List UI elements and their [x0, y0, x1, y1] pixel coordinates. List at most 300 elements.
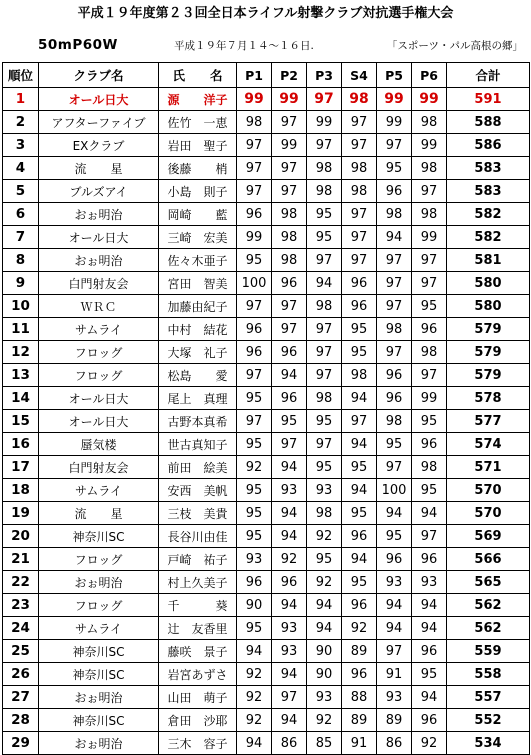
table-row: [3, 709, 530, 732]
club-cell: フロッグ: [39, 548, 159, 571]
score-cell: 98: [272, 203, 307, 226]
score-cell: 94: [307, 272, 342, 295]
total-cell: 581: [447, 249, 530, 272]
score-cell: 96: [272, 571, 307, 594]
score-cell: 100: [237, 272, 272, 295]
rank-cell: 26: [3, 663, 39, 686]
total-cell: 552: [447, 709, 530, 732]
table-row: [3, 341, 530, 364]
score-cell: 99: [412, 387, 447, 410]
name-cell: 辻 友香里: [159, 617, 237, 640]
score-cell: 98: [272, 226, 307, 249]
score-cell: 98: [342, 364, 377, 387]
score-cell: 98: [272, 249, 307, 272]
score-cell: 97: [377, 249, 412, 272]
rank-cell: 6: [3, 203, 39, 226]
score-cell: 95: [412, 479, 447, 502]
score-cell: 92: [307, 709, 342, 732]
score-cell: 95: [237, 387, 272, 410]
score-cell: 97: [272, 180, 307, 203]
score-cell: 97: [272, 295, 307, 318]
total-cell: 566: [447, 548, 530, 571]
score-cell: 93: [272, 640, 307, 663]
score-cell: 94: [272, 525, 307, 548]
club-cell: 蜃気楼: [39, 433, 159, 456]
score-cell: 97: [307, 249, 342, 272]
score-cell: 91: [342, 732, 377, 755]
score-cell: 97: [272, 318, 307, 341]
name-cell: 倉田 沙耶: [159, 709, 237, 732]
name-cell: 藤咲 景子: [159, 640, 237, 663]
rank-cell: 1: [3, 88, 39, 111]
total-cell: 586: [447, 134, 530, 157]
score-cell: 98: [342, 88, 377, 111]
total-cell: 591: [447, 88, 530, 111]
score-cell: 95: [342, 341, 377, 364]
score-cell: 96: [342, 594, 377, 617]
name-cell: 千 葵: [159, 594, 237, 617]
score-cell: 92: [307, 571, 342, 594]
score-cell: 97: [272, 433, 307, 456]
score-cell: 97: [377, 456, 412, 479]
score-cell: 95: [342, 571, 377, 594]
score-cell: 94: [307, 617, 342, 640]
col-header-p3: P3: [307, 63, 342, 88]
score-cell: 94: [237, 732, 272, 755]
name-cell: 加藤由紀子: [159, 295, 237, 318]
club-cell: ＷＲＣ: [39, 295, 159, 318]
table-row: [3, 387, 530, 410]
rank-cell: 20: [3, 525, 39, 548]
score-cell: 97: [272, 157, 307, 180]
score-cell: 95: [342, 502, 377, 525]
total-cell: 580: [447, 295, 530, 318]
score-cell: 96: [412, 318, 447, 341]
total-cell: 579: [447, 364, 530, 387]
total-cell: 583: [447, 157, 530, 180]
rank-cell: 15: [3, 410, 39, 433]
score-cell: 98: [342, 157, 377, 180]
score-cell: 93: [307, 479, 342, 502]
event-name: 50mP60W: [38, 37, 118, 53]
table-row: [3, 640, 530, 663]
club-cell: サムライ: [39, 479, 159, 502]
club-cell: フロッグ: [39, 594, 159, 617]
table-row: [3, 111, 530, 134]
table-row: [3, 249, 530, 272]
score-cell: 97: [307, 433, 342, 456]
name-cell: 中村 結花: [159, 318, 237, 341]
score-cell: 94: [237, 640, 272, 663]
score-cell: 92: [237, 686, 272, 709]
score-cell: 95: [342, 456, 377, 479]
score-cell: 97: [237, 180, 272, 203]
name-cell: 源 洋子: [159, 88, 237, 111]
score-cell: 95: [237, 525, 272, 548]
score-cell: 95: [377, 525, 412, 548]
name-cell: 後藤 梢: [159, 157, 237, 180]
total-cell: 558: [447, 663, 530, 686]
total-cell: 578: [447, 387, 530, 410]
col-header-name: 氏 名: [159, 63, 237, 88]
name-cell: 前田 絵美: [159, 456, 237, 479]
score-cell: 95: [377, 157, 412, 180]
total-cell: 588: [447, 111, 530, 134]
col-header-club: クラブ名: [39, 63, 159, 88]
score-cell: 93: [272, 479, 307, 502]
score-cell: 94: [412, 502, 447, 525]
score-cell: 97: [377, 272, 412, 295]
score-cell: 94: [377, 594, 412, 617]
score-cell: 92: [237, 456, 272, 479]
score-cell: 96: [272, 387, 307, 410]
score-cell: 93: [412, 571, 447, 594]
score-cell: 97: [272, 686, 307, 709]
club-cell: オール日大: [39, 226, 159, 249]
total-cell: 557: [447, 686, 530, 709]
score-cell: 95: [307, 548, 342, 571]
score-cell: 95: [307, 226, 342, 249]
rank-cell: 22: [3, 571, 39, 594]
name-cell: 世古真知子: [159, 433, 237, 456]
score-cell: 96: [237, 341, 272, 364]
score-cell: 97: [237, 157, 272, 180]
club-cell: おぉ明治: [39, 203, 159, 226]
name-cell: 宮田 智美: [159, 272, 237, 295]
table-row: [3, 525, 530, 548]
score-cell: 86: [377, 732, 412, 755]
club-cell: 白門射友会: [39, 456, 159, 479]
total-cell: 562: [447, 617, 530, 640]
club-cell: おぉ明治: [39, 249, 159, 272]
table-row: [3, 663, 530, 686]
score-cell: 89: [342, 709, 377, 732]
score-cell: 96: [412, 548, 447, 571]
score-cell: 94: [412, 617, 447, 640]
score-cell: 94: [377, 617, 412, 640]
score-cell: 92: [237, 663, 272, 686]
club-cell: 神奈川SC: [39, 663, 159, 686]
col-header-p2: P2: [272, 63, 307, 88]
score-cell: 94: [307, 594, 342, 617]
score-cell: 100: [377, 479, 412, 502]
club-cell: おぉ明治: [39, 571, 159, 594]
score-cell: 98: [412, 111, 447, 134]
score-cell: 97: [307, 134, 342, 157]
score-cell: 96: [377, 180, 412, 203]
results-body: [3, 88, 530, 755]
club-cell: オール日大: [39, 387, 159, 410]
club-cell: EXクラブ: [39, 134, 159, 157]
score-cell: 95: [412, 295, 447, 318]
club-cell: サムライ: [39, 318, 159, 341]
score-cell: 93: [237, 548, 272, 571]
score-cell: 96: [412, 433, 447, 456]
score-cell: 93: [377, 571, 412, 594]
score-cell: 96: [237, 571, 272, 594]
name-cell: 岡崎 藍: [159, 203, 237, 226]
club-cell: おぉ明治: [39, 732, 159, 755]
rank-cell: 19: [3, 502, 39, 525]
page-title: 平成１９年度第２３回全日本ライフル射撃クラブ対抗選手権大会: [77, 6, 454, 21]
score-cell: 95: [412, 663, 447, 686]
table-row: [3, 364, 530, 387]
score-cell: 97: [342, 134, 377, 157]
score-cell: 93: [377, 686, 412, 709]
score-cell: 99: [237, 226, 272, 249]
table-row: [3, 732, 530, 755]
club-cell: 流 星: [39, 502, 159, 525]
score-cell: 96: [272, 272, 307, 295]
table-row: [3, 410, 530, 433]
score-cell: 96: [342, 272, 377, 295]
total-cell: 582: [447, 203, 530, 226]
score-cell: 90: [307, 640, 342, 663]
score-cell: 98: [412, 157, 447, 180]
rank-cell: 13: [3, 364, 39, 387]
name-cell: 三崎 宏美: [159, 226, 237, 249]
col-header-s4: S4: [342, 63, 377, 88]
name-cell: 大塚 礼子: [159, 341, 237, 364]
table-row: [3, 272, 530, 295]
table-row: [3, 226, 530, 249]
total-cell: 580: [447, 272, 530, 295]
table-row: [3, 203, 530, 226]
score-cell: 90: [307, 663, 342, 686]
name-cell: 山田 萌子: [159, 686, 237, 709]
rank-cell: 28: [3, 709, 39, 732]
score-cell: 86: [272, 732, 307, 755]
score-cell: 97: [307, 341, 342, 364]
score-cell: 97: [377, 341, 412, 364]
score-cell: 92: [307, 525, 342, 548]
score-cell: 97: [412, 272, 447, 295]
club-cell: おぉ明治: [39, 686, 159, 709]
score-cell: 95: [237, 479, 272, 502]
name-cell: 安西 美帆: [159, 479, 237, 502]
col-header-p1: P1: [237, 63, 272, 88]
score-cell: 94: [272, 364, 307, 387]
score-cell: 94: [342, 433, 377, 456]
rank-cell: 9: [3, 272, 39, 295]
club-cell: オール日大: [39, 410, 159, 433]
score-cell: 98: [377, 203, 412, 226]
score-cell: 97: [237, 410, 272, 433]
rank-cell: 24: [3, 617, 39, 640]
score-cell: 95: [412, 410, 447, 433]
score-cell: 95: [237, 502, 272, 525]
table-row: [3, 88, 530, 111]
score-cell: 96: [342, 663, 377, 686]
score-cell: 94: [342, 479, 377, 502]
rank-cell: 11: [3, 318, 39, 341]
total-cell: 534: [447, 732, 530, 755]
rank-cell: 17: [3, 456, 39, 479]
score-cell: 99: [377, 111, 412, 134]
score-cell: 99: [377, 88, 412, 111]
score-cell: 96: [377, 387, 412, 410]
rank-cell: 29: [3, 732, 39, 755]
score-cell: 92: [272, 548, 307, 571]
name-cell: 佐竹 一恵: [159, 111, 237, 134]
score-cell: 98: [307, 502, 342, 525]
score-cell: 94: [377, 226, 412, 249]
score-cell: 99: [307, 111, 342, 134]
total-cell: 559: [447, 640, 530, 663]
rank-cell: 5: [3, 180, 39, 203]
score-cell: 97: [412, 364, 447, 387]
score-cell: 98: [412, 203, 447, 226]
total-cell: 570: [447, 502, 530, 525]
name-cell: 岩宮あずさ: [159, 663, 237, 686]
total-cell: 571: [447, 456, 530, 479]
score-cell: 95: [237, 249, 272, 272]
total-cell: 570: [447, 479, 530, 502]
club-cell: フロッグ: [39, 364, 159, 387]
rank-cell: 10: [3, 295, 39, 318]
rank-cell: 21: [3, 548, 39, 571]
score-cell: 95: [307, 203, 342, 226]
score-cell: 97: [307, 88, 342, 111]
score-cell: 96: [272, 341, 307, 364]
name-cell: 岩田 聖子: [159, 134, 237, 157]
total-cell: 565: [447, 571, 530, 594]
club-cell: サムライ: [39, 617, 159, 640]
table-row: [3, 548, 530, 571]
score-cell: 97: [342, 203, 377, 226]
score-cell: 95: [237, 617, 272, 640]
total-cell: 574: [447, 433, 530, 456]
total-cell: 577: [447, 410, 530, 433]
score-cell: 97: [272, 111, 307, 134]
score-cell: 97: [412, 249, 447, 272]
score-cell: 97: [342, 226, 377, 249]
score-cell: 95: [307, 456, 342, 479]
score-cell: 98: [377, 410, 412, 433]
rank-cell: 25: [3, 640, 39, 663]
table-row: [3, 686, 530, 709]
score-cell: 98: [412, 456, 447, 479]
score-cell: 95: [342, 318, 377, 341]
table-row: [3, 157, 530, 180]
score-cell: 96: [237, 318, 272, 341]
score-cell: 97: [377, 134, 412, 157]
score-cell: 94: [412, 594, 447, 617]
club-cell: 神奈川SC: [39, 525, 159, 548]
club-cell: ブルズアイ: [39, 180, 159, 203]
score-cell: 96: [237, 203, 272, 226]
score-cell: 97: [307, 364, 342, 387]
name-cell: 佐々木亜子: [159, 249, 237, 272]
score-cell: 98: [377, 318, 412, 341]
rank-cell: 4: [3, 157, 39, 180]
club-cell: 流 星: [39, 157, 159, 180]
table-row: [3, 295, 530, 318]
score-cell: 99: [412, 226, 447, 249]
col-header-rank: 順位: [3, 63, 39, 88]
score-cell: 98: [342, 180, 377, 203]
score-cell: 85: [307, 732, 342, 755]
total-cell: 562: [447, 594, 530, 617]
score-cell: 97: [342, 410, 377, 433]
rank-cell: 14: [3, 387, 39, 410]
score-cell: 99: [272, 88, 307, 111]
col-header-total: 合計: [447, 63, 530, 88]
score-cell: 97: [237, 364, 272, 387]
score-cell: 97: [342, 249, 377, 272]
score-cell: 96: [342, 525, 377, 548]
score-cell: 96: [377, 364, 412, 387]
score-cell: 93: [307, 686, 342, 709]
col-header-p6: P6: [412, 63, 447, 88]
rank-cell: 12: [3, 341, 39, 364]
score-cell: 94: [272, 456, 307, 479]
table-row: [3, 134, 530, 157]
name-cell: 三枝 美貴: [159, 502, 237, 525]
score-cell: 96: [412, 640, 447, 663]
header-row: [3, 63, 530, 88]
score-cell: 98: [307, 180, 342, 203]
name-cell: 長谷川由佳: [159, 525, 237, 548]
name-cell: 小島 則子: [159, 180, 237, 203]
score-cell: 97: [412, 525, 447, 548]
score-cell: 99: [237, 88, 272, 111]
club-cell: 神奈川SC: [39, 709, 159, 732]
score-cell: 97: [377, 295, 412, 318]
club-cell: オール日大: [39, 88, 159, 111]
name-cell: 古野本真希: [159, 410, 237, 433]
total-cell: 569: [447, 525, 530, 548]
rank-cell: 16: [3, 433, 39, 456]
score-cell: 95: [237, 433, 272, 456]
table-row: [3, 479, 530, 502]
score-cell: 89: [377, 709, 412, 732]
total-cell: 583: [447, 180, 530, 203]
score-cell: 88: [342, 686, 377, 709]
score-cell: 97: [237, 134, 272, 157]
total-cell: 579: [447, 318, 530, 341]
rank-cell: 2: [3, 111, 39, 134]
name-cell: 松島 愛: [159, 364, 237, 387]
score-cell: 94: [377, 502, 412, 525]
table-row: [3, 571, 530, 594]
col-header-p5: P5: [377, 63, 412, 88]
score-cell: 97: [412, 180, 447, 203]
score-cell: 94: [342, 548, 377, 571]
score-cell: 94: [272, 709, 307, 732]
score-cell: 99: [412, 88, 447, 111]
event-dates: 平成１９年７月１４～１６日.: [174, 40, 314, 52]
name-cell: 戸崎 祐子: [159, 548, 237, 571]
score-cell: 96: [412, 709, 447, 732]
score-cell: 97: [237, 295, 272, 318]
score-cell: 95: [377, 433, 412, 456]
score-cell: 91: [377, 663, 412, 686]
table-row: [3, 433, 530, 456]
rank-cell: 3: [3, 134, 39, 157]
score-cell: 95: [307, 410, 342, 433]
club-cell: アフターファイブ: [39, 111, 159, 134]
score-cell: 97: [377, 640, 412, 663]
score-cell: 92: [237, 709, 272, 732]
club-cell: 白門射友会: [39, 272, 159, 295]
score-cell: 97: [307, 318, 342, 341]
table-row: [3, 180, 530, 203]
score-cell: 98: [307, 157, 342, 180]
name-cell: 尾上 真理: [159, 387, 237, 410]
score-cell: 94: [272, 594, 307, 617]
score-cell: 89: [342, 640, 377, 663]
